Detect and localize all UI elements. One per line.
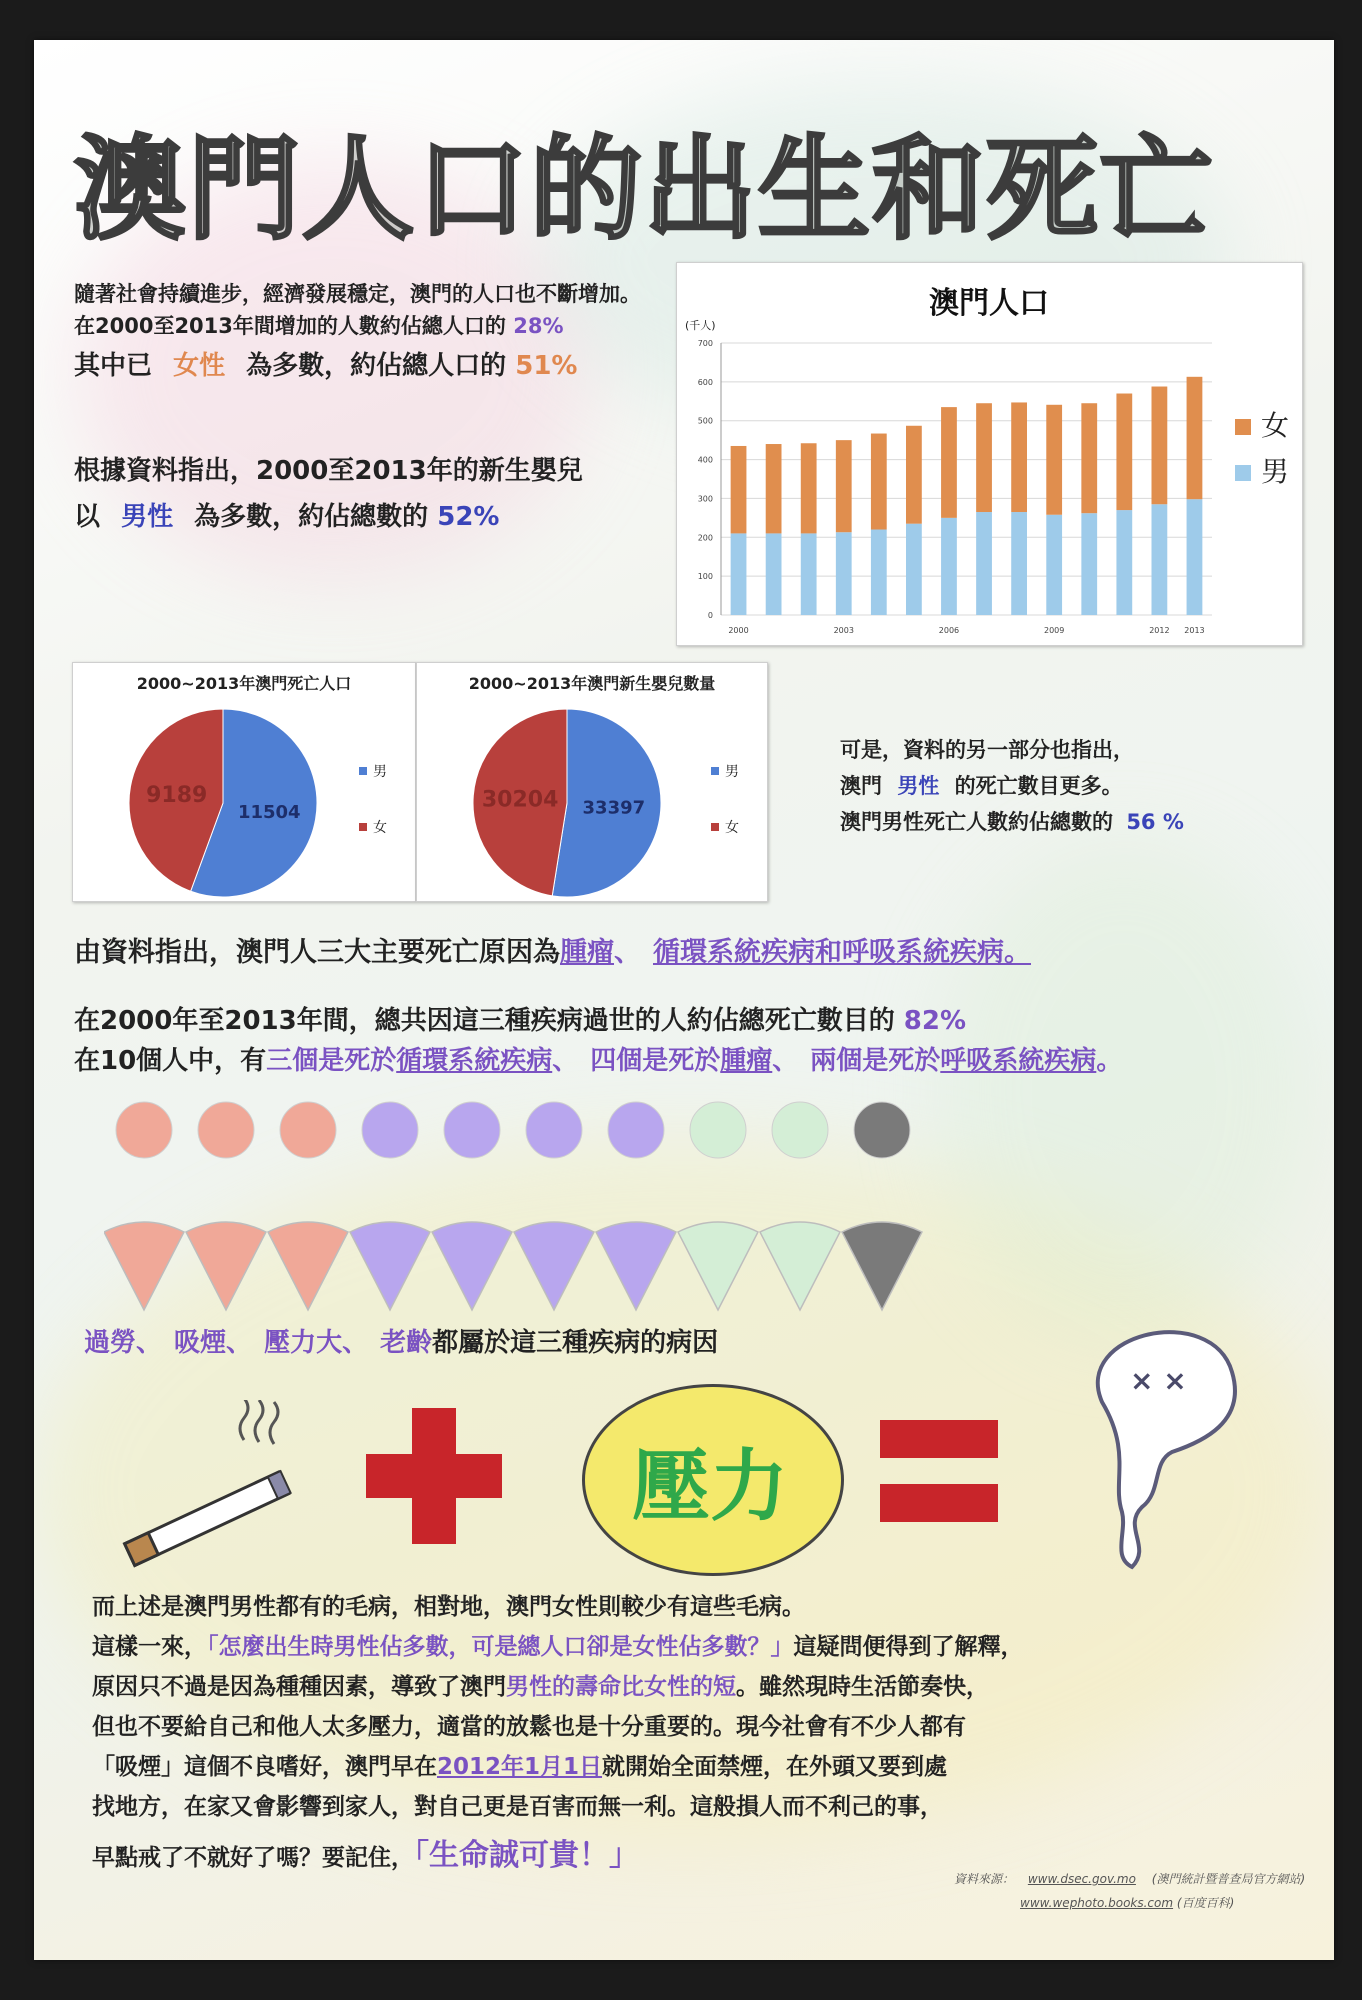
bar-男-2002 xyxy=(801,533,817,615)
birth-pie-chart xyxy=(417,663,767,901)
conclusion-line-3-suffix: 。雖然現時生活節奏快， xyxy=(736,1674,989,1700)
male-birth-share-value: 52% xyxy=(437,502,500,532)
bar-女-2009 xyxy=(1046,405,1062,515)
source-link-1[interactable]: www.dsec.gov.mo xyxy=(1027,1872,1136,1886)
bar-女-2010 xyxy=(1081,403,1097,513)
cause-a-name: 循環系統疾病 xyxy=(396,1046,553,1076)
bar-男-2005 xyxy=(906,524,922,615)
bar-男-2001 xyxy=(766,533,782,615)
smoking-ban-date: 2012年1月1日 xyxy=(437,1754,603,1780)
cause-c-text: 兩個是死於 xyxy=(810,1046,941,1076)
bar-女-2012 xyxy=(1152,387,1168,505)
male-highlight: 男性 xyxy=(121,502,174,532)
risk-suffix: 都屬於這三種疾病的病因 xyxy=(432,1328,719,1358)
person-head-循環系統疾病 xyxy=(198,1102,254,1158)
pie-title: 2000~2013年澳門新生嬰兒數量 xyxy=(468,674,716,693)
births-line-2-prefix: 以 xyxy=(74,502,101,532)
causes-line-1 xyxy=(74,930,1031,969)
bar-女-2001 xyxy=(766,444,782,533)
risk-separator: 、 xyxy=(226,1328,253,1358)
x-tick-label: 2006 xyxy=(938,626,960,635)
cause-separator: 、 xyxy=(614,937,641,968)
risk-factors-line xyxy=(84,1322,718,1359)
cause-a-text: 三個是死於 xyxy=(266,1046,397,1076)
pie-legend-label: 男 xyxy=(373,764,387,780)
causes-line-2-text: 在2000年至2013年間，總共因這三種疾病過世的人約佔總死亡數目的 xyxy=(74,1006,895,1036)
bar-女-2007 xyxy=(976,403,992,512)
bar-女-2004 xyxy=(871,434,887,530)
risk-smoking: 吸煙 xyxy=(174,1328,227,1358)
person-head-腫瘤 xyxy=(608,1102,664,1158)
bar-女-2005 xyxy=(906,426,922,524)
bar-女-2013 xyxy=(1187,377,1203,499)
x-tick-label: 2012 xyxy=(1149,626,1170,635)
pie-data-label: 9189 xyxy=(146,782,208,808)
female-highlight: 女性 xyxy=(173,351,226,381)
bar-女-2003 xyxy=(836,440,852,532)
bar-男-2006 xyxy=(941,518,957,615)
y-tick-label: 300 xyxy=(697,494,713,504)
person-body-循環系統疾病 xyxy=(268,1222,348,1310)
births-line-2 xyxy=(74,496,499,533)
person-head-呼吸系統疾病 xyxy=(690,1102,746,1158)
intro-line-1: 隨著社會持續進步，經濟發展穩定，澳門的人口也不斷增加。 xyxy=(74,282,641,306)
people-pictogram xyxy=(104,1100,964,1320)
pie-data-label: 30204 xyxy=(481,787,559,813)
person-body-循環系統疾病 xyxy=(186,1222,266,1310)
deaths-note-line-3-text: 澳門男性死亡人數約佔總數的 xyxy=(840,810,1113,834)
cigarette-icon xyxy=(94,1400,334,1580)
bar-男-2013 xyxy=(1187,499,1203,615)
conclusion-line-5-prefix: 「吸煙」這個不良嗜好，澳門早在 xyxy=(92,1754,437,1780)
person-body-其他 xyxy=(842,1222,922,1310)
source-line-1 xyxy=(954,1870,1305,1887)
conclusion-line-2-suffix: 這疑問便得到了解釋， xyxy=(793,1634,1024,1660)
bar-女-2002 xyxy=(801,443,817,533)
conclusion-line-2 xyxy=(92,1628,1024,1661)
risk-aging: 老齡 xyxy=(380,1328,433,1358)
cause-line-end: 。 xyxy=(1096,1046,1123,1076)
male-death-share-value: 56 % xyxy=(1126,810,1184,834)
ghost-icon xyxy=(1052,1292,1252,1582)
ghost-eyes: × × xyxy=(1130,1364,1187,1397)
bar-男-2004 xyxy=(871,530,887,615)
population-bar-chart xyxy=(677,263,1302,645)
deaths-note-prefix: 澳門 xyxy=(840,774,882,798)
conclusion-line-3-prefix: 原因只不過是因為種種因素，導致了澳門 xyxy=(92,1674,506,1700)
source-note-1: (澳門統計暨普查局官方網站) xyxy=(1151,1872,1306,1886)
pie-title: 2000~2013年澳門死亡人口 xyxy=(136,674,352,693)
x-tick-label: 2009 xyxy=(1043,626,1065,635)
y-axis-label: (千人) xyxy=(685,319,716,332)
y-tick-label: 400 xyxy=(697,455,713,465)
person-head-呼吸系統疾病 xyxy=(772,1102,828,1158)
deaths-note-suffix: 的死亡數目更多。 xyxy=(954,774,1123,798)
person-body-腫瘤 xyxy=(596,1222,676,1310)
cause-b-name: 腫瘤 xyxy=(720,1046,773,1076)
intro-line-3 xyxy=(74,345,577,382)
bar-男-2003 xyxy=(836,532,852,615)
bar-女-2011 xyxy=(1116,394,1132,511)
pie-legend-swatch xyxy=(359,823,367,831)
source-link-2[interactable]: www.wephoto.books.com xyxy=(1020,1896,1174,1910)
intro-line-2 xyxy=(74,310,563,340)
source-line-2 xyxy=(1020,1894,1234,1911)
death-pie-panel xyxy=(72,662,416,902)
risk-stress: 壓力大 xyxy=(264,1328,343,1358)
legend-swatch xyxy=(1235,419,1251,435)
person-head-腫瘤 xyxy=(526,1102,582,1158)
source-label: 資料來源： xyxy=(954,1872,1015,1886)
female-share-value: 51% xyxy=(515,351,578,381)
equals-icon xyxy=(880,1420,998,1522)
deaths-male-highlight: 男性 xyxy=(897,774,940,798)
risk-separator: 、 xyxy=(342,1328,369,1358)
slogan: 「生命誠可貴！」 xyxy=(414,1838,639,1873)
deaths-note-line-3 xyxy=(840,806,1184,836)
cause-separator: 、 xyxy=(772,1046,799,1076)
conclusion-lifespan: 男性的壽命比女性的短 xyxy=(506,1674,736,1700)
pie-data-label: 11504 xyxy=(237,802,301,824)
person-head-其他 xyxy=(854,1102,910,1158)
death-pie-chart xyxy=(73,663,415,901)
risk-overwork: 過勞 xyxy=(84,1328,137,1358)
pie-legend-label: 女 xyxy=(373,820,387,836)
page-title: 澳門人口的出生和死亡 xyxy=(74,125,1214,255)
conclusion-line-3 xyxy=(92,1668,989,1701)
legend-label: 女 xyxy=(1261,409,1290,442)
pie-data-label: 33397 xyxy=(582,797,646,819)
births-line-1: 根據資料指出，2000至2013年的新生嬰兒 xyxy=(74,456,583,486)
pie-legend-swatch xyxy=(359,767,367,775)
bar-男-2012 xyxy=(1152,504,1168,615)
conclusion-line-5 xyxy=(92,1748,947,1781)
deaths-note-line-2 xyxy=(840,770,1123,800)
person-head-循環系統疾病 xyxy=(116,1102,172,1158)
y-tick-label: 700 xyxy=(697,339,713,348)
causes-line-3 xyxy=(74,1040,1122,1077)
x-tick-label: 2003 xyxy=(833,626,854,635)
chart-title: 澳門人口 xyxy=(929,286,1049,321)
causes-share-value: 82% xyxy=(903,1006,967,1036)
causes-line-1-prefix: 由資料指出，澳門人三大主要死亡原因為 xyxy=(74,937,560,968)
x-tick-label: 2000 xyxy=(728,626,749,635)
risk-separator: 、 xyxy=(136,1328,163,1358)
bar-女-2000 xyxy=(731,446,747,533)
stress-label: 壓力 xyxy=(631,1442,788,1532)
bar-男-2011 xyxy=(1116,510,1132,615)
y-tick-label: 0 xyxy=(707,611,713,620)
conclusion-line-6: 找地方，在家又會影響到家人，對自己更是百害而無一利。這般損人而不利己的事， xyxy=(92,1794,943,1820)
y-tick-label: 200 xyxy=(697,533,713,543)
x-tick-label: 2013 xyxy=(1184,626,1205,635)
cause-separator: 、 xyxy=(552,1046,579,1076)
pie-legend-swatch xyxy=(711,767,719,775)
intro-line-3-middle: 為多數，約佔總人口的 xyxy=(246,351,507,381)
bar-女-2008 xyxy=(1011,402,1027,512)
conclusion-line-4: 但也不要給自己和他人太多壓力，適當的放鬆也是十分重要的。現今社會有不少人都有 xyxy=(92,1714,966,1740)
person-body-腫瘤 xyxy=(514,1222,594,1310)
conclusion-line-2-prefix: 這樣一來， xyxy=(92,1634,207,1660)
person-head-循環系統疾病 xyxy=(280,1102,336,1158)
person-body-腫瘤 xyxy=(432,1222,512,1310)
bar-男-2007 xyxy=(976,512,992,615)
pie-legend-label: 女 xyxy=(725,820,739,836)
conclusion-line-5-suffix: 就開始全面禁煙，在外頭又要到處 xyxy=(602,1754,948,1780)
plus-icon xyxy=(366,1408,502,1544)
person-head-腫瘤 xyxy=(362,1102,418,1158)
legend-label: 男 xyxy=(1261,455,1290,488)
intro-line-2-text: 在2000至2013年間增加的人數約佔總人口的 xyxy=(74,314,506,338)
birth-pie-panel xyxy=(416,662,768,902)
intro-line-3-prefix: 其中已 xyxy=(74,351,153,381)
conclusion-line-7 xyxy=(92,1830,639,1874)
births-line-2-middle: 為多數，約佔總數的 xyxy=(194,502,429,532)
cause-c-name: 呼吸系統疾病 xyxy=(940,1046,1097,1076)
person-head-腫瘤 xyxy=(444,1102,500,1158)
cause-tumor: 腫瘤 xyxy=(560,937,614,968)
bar-男-2010 xyxy=(1081,513,1097,615)
conclusion-line-1: 而上述是澳門男性都有的毛病，相對地，澳門女性則較少有這些毛病。 xyxy=(92,1594,805,1620)
bar-男-2000 xyxy=(731,533,747,615)
person-body-循環系統疾病 xyxy=(104,1222,184,1310)
causes-line-2 xyxy=(74,1000,966,1037)
conclusion-question: 「怎麼出生時男性佔多數，可是總人口卻是女性佔多數？」 xyxy=(207,1634,794,1660)
deaths-note-line-1: 可是，資料的另一部分也指出， xyxy=(840,738,1134,762)
person-body-腫瘤 xyxy=(350,1222,430,1310)
population-chart-panel xyxy=(676,262,1303,646)
y-tick-label: 600 xyxy=(697,377,713,387)
bar-女-2006 xyxy=(941,407,957,518)
source-note-2: (百度百科) xyxy=(1176,1896,1235,1910)
person-body-呼吸系統疾病 xyxy=(678,1222,758,1310)
poster xyxy=(34,40,1334,1960)
legend-swatch xyxy=(1235,465,1251,481)
bar-男-2009 xyxy=(1046,515,1062,615)
causes-line-3-prefix: 在10個人中，有 xyxy=(74,1046,267,1076)
pie-legend-swatch xyxy=(711,823,719,831)
person-body-呼吸系統疾病 xyxy=(760,1222,840,1310)
y-tick-label: 100 xyxy=(697,572,713,582)
cause-circulatory-respiratory: 循環系統疾病和呼吸系統疾病。 xyxy=(653,937,1031,968)
cause-b-text: 四個是死於 xyxy=(590,1046,721,1076)
intro-growth-value: 28% xyxy=(513,314,564,338)
pie-legend-label: 男 xyxy=(725,764,739,780)
conclusion-line-7-prefix: 早點戒了不就好了嗎？要記住， xyxy=(92,1845,414,1871)
bar-男-2008 xyxy=(1011,512,1027,615)
background-wash xyxy=(934,840,1314,1340)
y-tick-label: 500 xyxy=(697,416,713,426)
